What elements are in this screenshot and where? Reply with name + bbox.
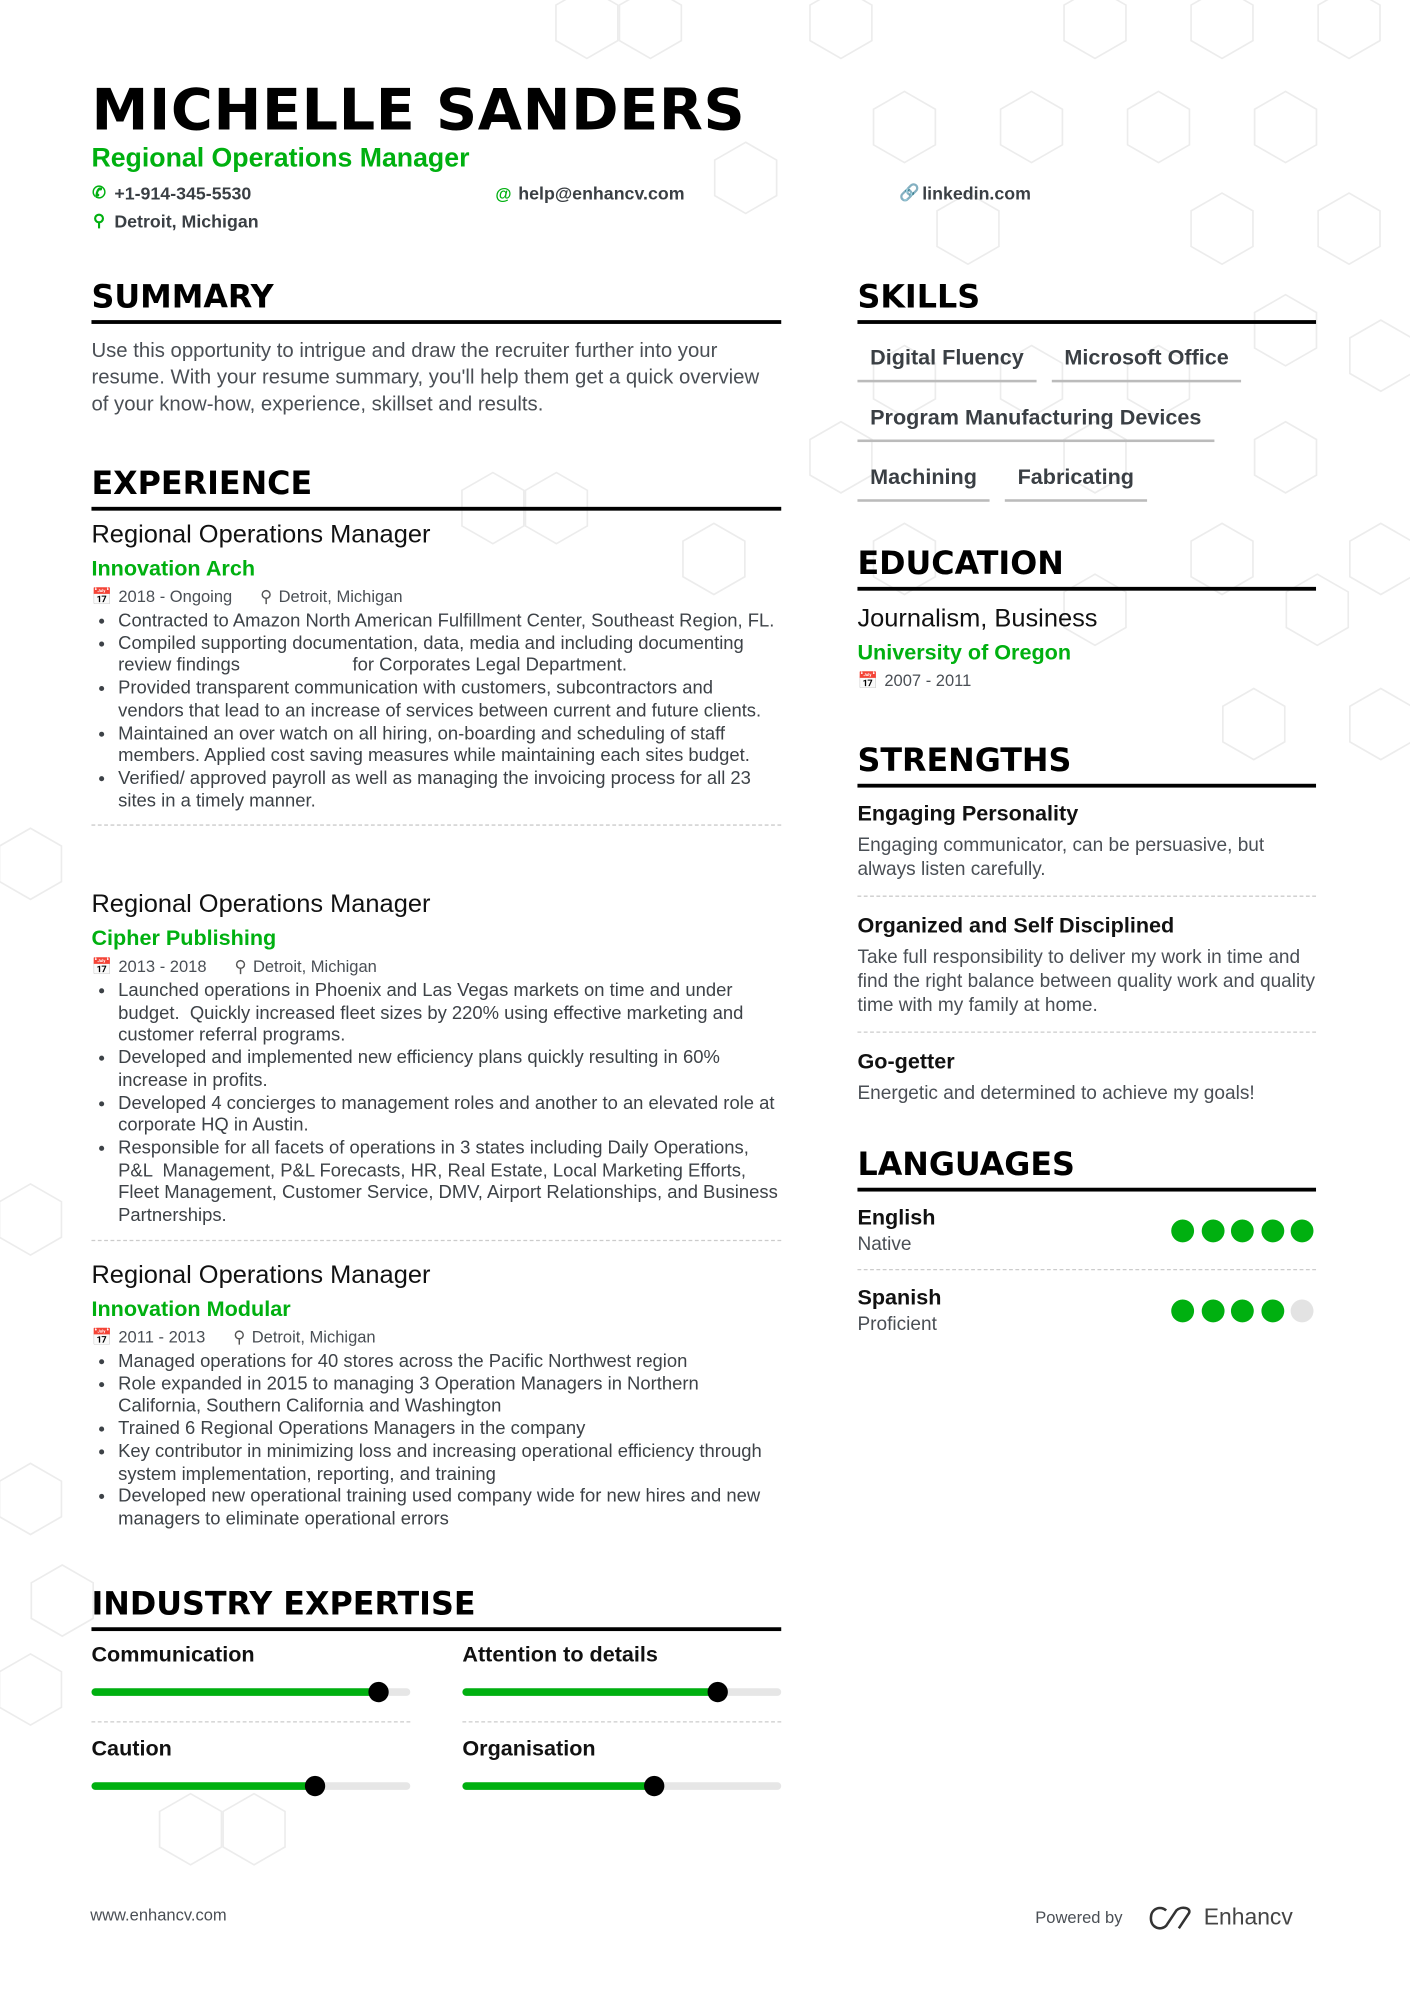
strength-title: Organized and Self Disciplined	[857, 913, 1175, 938]
summary-text: Use this opportunity to intrigue and draw the recruiter further into your resume. With your resume summary, you'll help them get a quick overview of your know-how, experience, skillset and results.	[91, 340, 760, 416]
slider-knob[interactable]	[368, 1682, 388, 1702]
divider	[857, 1031, 1316, 1032]
rating-dot	[1261, 1300, 1284, 1323]
brand-text: Enhancv	[1203, 1904, 1293, 1930]
divider	[462, 1721, 781, 1722]
section-heading: EXPERIENCE	[91, 464, 781, 511]
location-pin-icon: ⚲	[234, 956, 247, 976]
strength-item	[857, 800, 1316, 897]
job-bullets	[91, 611, 781, 813]
slider-fill	[91, 1782, 314, 1790]
job-bullets	[91, 1352, 781, 1532]
expertise-label: Caution	[91, 1736, 172, 1761]
summary-section	[91, 277, 781, 418]
bullet-item: • Key contributor in minimizing loss and increasing operational efficiency through system implementation, reporting, and training	[118, 1442, 781, 1487]
job-bullets	[91, 981, 781, 1228]
location-pin-icon: ⚲	[233, 1327, 246, 1347]
job-dates	[91, 955, 206, 978]
expertise-label: Attention to details	[462, 1642, 658, 1667]
bullet-item: • Developed and implemented new efficiency plans quickly resulting in 60% increase in profits.	[118, 1048, 781, 1093]
linkedin[interactable]	[899, 183, 1031, 203]
rating-dot	[1171, 1219, 1194, 1242]
section-heading: LANGUAGES	[857, 1145, 1316, 1192]
job-entry	[91, 518, 781, 826]
rating-dot	[1291, 1219, 1314, 1242]
bullet-item: • Verified/ approved payroll as well as managing the invoicing process for all 23 sites in a timely manner.	[118, 768, 781, 813]
expertise-slider[interactable]	[91, 1782, 410, 1790]
bullet-item: • Provided transparent communication with customers, subcontractors and vendors that lead to an increase of services between current and future clients.	[118, 678, 781, 723]
bullet-item: • Contracted to Amazon North American Fulfillment Center, Southeast Region, FL.	[118, 611, 781, 633]
language-item	[857, 1284, 1316, 1337]
link-icon: 🔗	[899, 182, 920, 202]
calendar-icon: 📅	[91, 586, 113, 606]
job-location	[260, 586, 402, 609]
skill-tag: Fabricating	[1005, 464, 1147, 502]
expertise-item	[462, 1737, 781, 1790]
strength-description: Take full responsibility to deliver my work in time and find the right balance between quality work and quality time with my family at home.	[857, 946, 1316, 1017]
slider-knob[interactable]	[707, 1682, 727, 1702]
slider-fill	[462, 1688, 717, 1696]
divider	[91, 1721, 410, 1722]
enhancv-logo[interactable]	[1148, 1904, 1293, 1931]
dates-text: 2007 - 2011	[884, 670, 972, 690]
rating-dot	[1171, 1300, 1194, 1323]
bullet-item: • Launched operations in Phoenix and Las Vegas markets on time and under budget. Quickly increased fleet sizes by 220% using effective marketing and customer referral programs.	[118, 981, 781, 1048]
bullet-item: • Compiled supporting documentation, data, media and including documenting review findings for Corporates Legal Department.	[118, 634, 781, 679]
company-name[interactable]: Innovation Arch	[91, 556, 256, 581]
powered-by	[1035, 1904, 1293, 1931]
experience-section	[91, 464, 781, 511]
language-rating	[1171, 1300, 1313, 1323]
expertise-slider[interactable]	[462, 1782, 781, 1790]
candidate-title: Regional Operations Manager	[91, 143, 470, 173]
language-name: English	[857, 1205, 936, 1230]
skill-tag: Microsoft Office	[1052, 344, 1242, 382]
job-meta	[91, 1326, 781, 1349]
location	[91, 211, 258, 231]
phone	[91, 183, 251, 203]
section-heading: STRENGTHS	[857, 741, 1316, 788]
bullet-item: • Managed operations for 40 stores across the Pacific Northwest region	[118, 1352, 781, 1374]
email-text[interactable]: help@enhancv.com	[518, 182, 685, 204]
education-section	[857, 544, 1316, 693]
bullet-item: • Developed 4 concierges to management roles and another to an elevated role at corporate HQ in Austin.	[118, 1093, 781, 1138]
rating-dot	[1201, 1300, 1224, 1323]
bullet-item: • Role expanded in 2015 to managing 3 Operation Managers in Northern California, Southern California and Washington	[118, 1374, 781, 1419]
section-heading: EDUCATION	[857, 544, 1316, 591]
language-text	[857, 1284, 941, 1337]
job-title: Regional Operations Manager	[91, 890, 431, 919]
location-text: Detroit, Michigan	[251, 1327, 376, 1347]
expertise-slider[interactable]	[462, 1688, 781, 1696]
slider-fill	[91, 1688, 378, 1696]
expertise-item	[462, 1642, 781, 1722]
language-text	[857, 1204, 935, 1257]
slider-knob[interactable]	[304, 1776, 324, 1796]
job-title: Regional Operations Manager	[91, 520, 431, 549]
degree: Journalism, Business	[857, 604, 1098, 633]
candidate-name: MICHELLE SANDERS	[91, 76, 746, 144]
linkedin-text[interactable]: linkedin.com	[922, 182, 1031, 204]
job-location	[234, 955, 376, 978]
dates-text: 2013 - 2018	[118, 956, 207, 976]
strength-title: Go-getter	[857, 1049, 955, 1074]
rating-dot	[1291, 1300, 1314, 1323]
divider	[91, 825, 781, 826]
rating-dot	[1231, 1300, 1254, 1323]
slider-fill	[462, 1782, 653, 1790]
bullet-item: • Maintained an over watch on all hiring, on-boarding and scheduling of staff members. Applied cost saving measures while maintaining each sites budget.	[118, 723, 781, 768]
rating-dot	[1201, 1219, 1224, 1242]
skill-tag: Program Manufacturing Devices	[857, 404, 1214, 442]
expertise-label: Communication	[91, 1642, 255, 1667]
language-name: Spanish	[857, 1285, 942, 1310]
language-level: Native	[857, 1233, 912, 1256]
expertise-item	[91, 1642, 410, 1722]
enhancv-logo-icon	[1148, 1905, 1194, 1930]
rating-dot	[1231, 1219, 1254, 1242]
company-name[interactable]: Innovation Modular	[91, 1296, 291, 1322]
divider	[91, 1239, 781, 1240]
strength-item	[857, 1048, 1316, 1105]
skill-tag: Machining	[857, 464, 989, 502]
slider-knob[interactable]	[644, 1776, 664, 1796]
calendar-icon: 📅	[857, 670, 879, 690]
language-item	[857, 1204, 1316, 1257]
at-icon: @	[495, 183, 512, 203]
location-text: Detroit, Michigan	[114, 210, 259, 232]
section-heading: SUMMARY	[91, 277, 781, 324]
job-dates	[91, 1326, 205, 1349]
strength-description: Energetic and determined to achieve my goals!	[857, 1082, 1255, 1104]
strength-title: Engaging Personality	[857, 801, 1079, 826]
school: University of Oregon	[857, 640, 1072, 665]
dates-text: 2018 - Ongoing	[118, 586, 233, 606]
job-title: Regional Operations Manager	[91, 1261, 431, 1290]
strength-item	[857, 912, 1316, 1033]
skill-tag: Digital Fluency	[857, 344, 1036, 382]
phone-icon: ✆	[92, 182, 107, 202]
location-pin-icon: ⚲	[260, 586, 273, 606]
skills-section	[857, 277, 1316, 523]
rating-dot	[1261, 1219, 1284, 1242]
company-name[interactable]: Cipher Publishing	[91, 926, 277, 951]
section-heading: INDUSTRY EXPERTISE	[91, 1584, 781, 1631]
job-dates	[91, 586, 232, 609]
calendar-icon: 📅	[91, 1327, 113, 1347]
divider	[857, 1269, 1316, 1270]
email[interactable]	[495, 183, 684, 203]
footer-website[interactable]: www.enhancv.com	[90, 1905, 227, 1925]
languages-section	[857, 1145, 1316, 1338]
location-text: Detroit, Michigan	[252, 956, 377, 976]
bullet-item: • Trained 6 Regional Operations Managers in the company	[118, 1419, 781, 1441]
location-pin-icon: ⚲	[93, 210, 106, 230]
expertise-slider[interactable]	[91, 1688, 410, 1696]
job-meta	[91, 586, 781, 609]
divider	[857, 896, 1316, 897]
calendar-icon: 📅	[91, 956, 113, 976]
job-location	[233, 1326, 375, 1349]
job-meta	[91, 955, 781, 978]
strength-description: Engaging communicator, can be persuasive, but always listen carefully.	[857, 834, 1265, 881]
strengths-section	[857, 741, 1316, 1106]
bullet-item: • Responsible for all facets of operations in 3 states including Daily Operations, P&L Management, P&L Forecasts, HR, Real Estate, Local Marketing Efforts, Fleet Management, Customer Service, DMV, Airport Relationships, and Business Partnerships.	[118, 1138, 781, 1228]
expertise-label: Organisation	[462, 1736, 596, 1761]
industry-expertise-section	[91, 1584, 781, 1631]
phone-text: +1-914-345-5530	[114, 182, 252, 204]
bullet-item: • Developed new operational training used company wide for new hires and new managers to eliminate operational errors	[118, 1487, 781, 1532]
expertise-item	[91, 1737, 410, 1790]
section-heading: SKILLS	[857, 277, 1316, 324]
job-entry	[91, 888, 781, 1241]
education-dates	[857, 669, 1316, 692]
location-text: Detroit, Michigan	[278, 586, 403, 606]
dates-text: 2011 - 2013	[118, 1327, 206, 1347]
language-rating	[1171, 1219, 1313, 1242]
language-level: Proficient	[857, 1313, 937, 1336]
job-entry	[91, 1259, 781, 1532]
powered-by-text: Powered by	[1035, 1907, 1123, 1928]
